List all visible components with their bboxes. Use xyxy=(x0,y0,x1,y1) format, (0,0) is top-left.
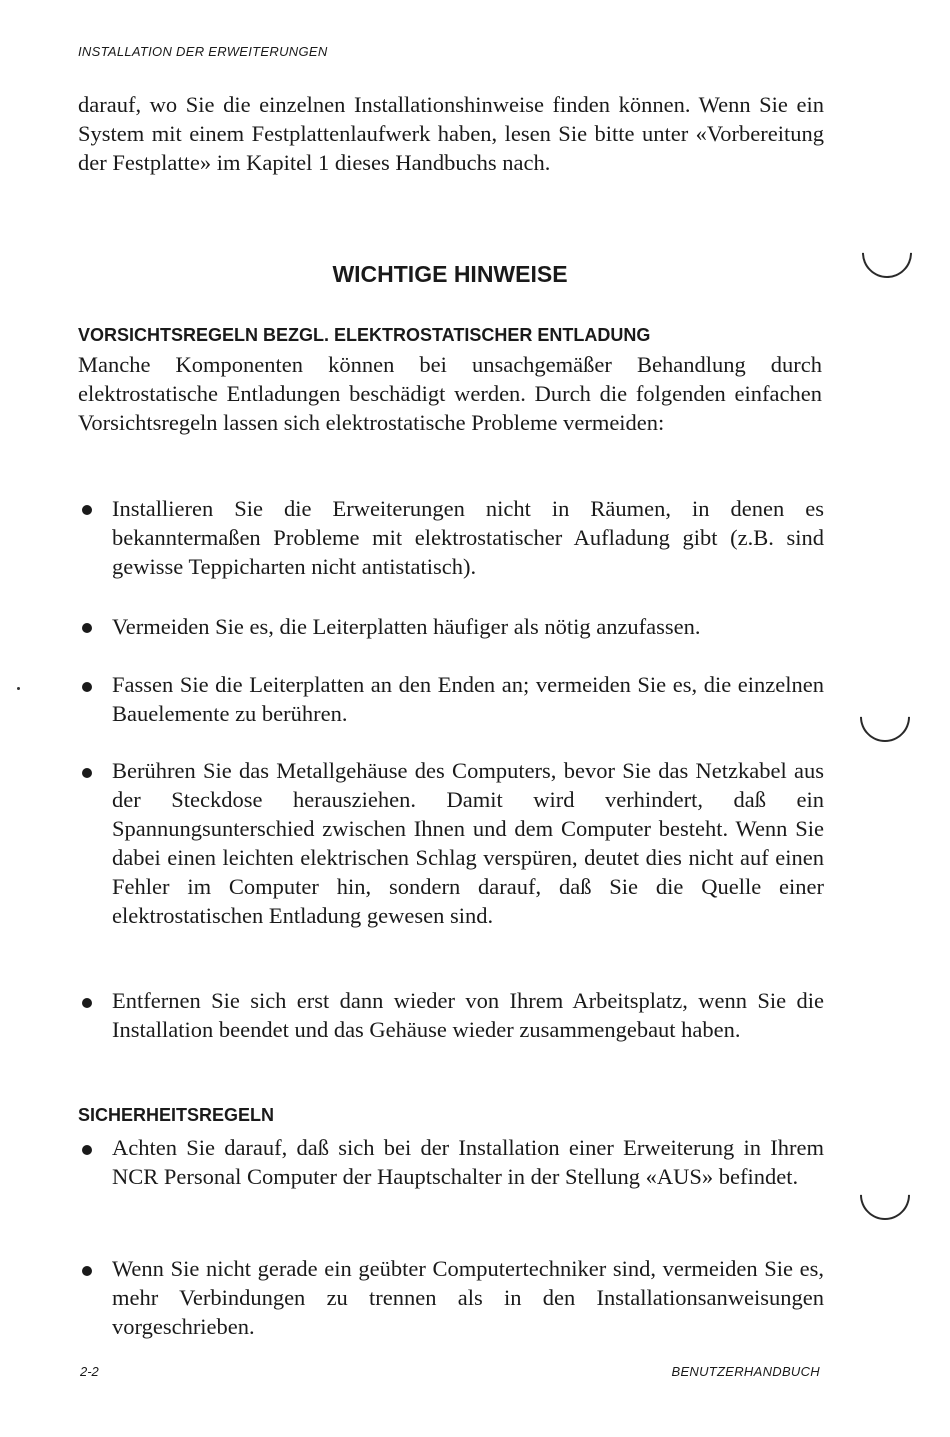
safety-heading: SICHERHEITSREGELN xyxy=(78,1105,275,1125)
bullet-dot xyxy=(82,998,92,1008)
running-header: INSTALLATION DER ERWEITERUNGEN xyxy=(78,44,328,59)
safety-item-2: Wenn Sie nicht gerade ein geübter Computertechniker sind, vermeiden Sie es, mehr Verbindungen zu trennen als in den Installationsanweisungen vorgeschrieben. xyxy=(112,1256,824,1339)
bullet-dot xyxy=(82,623,92,633)
bullet-dot xyxy=(82,1266,92,1276)
main-heading: WICHTIGE HINWEISE xyxy=(332,261,568,287)
esd-item-3: Fassen Sie die Leiterplatten an den Enden an; vermeiden Sie es, die einzelnen Bauelemente zu berühren. xyxy=(112,672,824,726)
esd-item-2: Vermeiden Sie es, die Leiterplatten häufiger als nötig anzufassen. xyxy=(112,614,701,639)
esd-heading: VORSICHTSREGELN BEZGL. ELEKTROSTATISCHER ENTLADUNG xyxy=(78,325,651,345)
bullet-dot xyxy=(82,768,92,778)
esd-paragraph: Manche Komponenten können bei unsachgemäßer Behandlung durch elektrostatische Entladungen beschädigt werden. Durch die folgenden einfachen Vorsichtsregeln lassen sich elektrostatische Probleme vermeiden: xyxy=(78,352,822,435)
esd-item-1: Installieren Sie die Erweiterungen nicht in Räumen, in denen es bekanntermaßen Probleme mit elektrostatischer Aufladung gibt (z.B. sind gewisse Teppicharten nicht antistatisch). xyxy=(112,496,824,579)
esd-item-4: Berühren Sie das Metallgehäuse des Computers, bevor Sie das Netzkabel aus der Steckdose herausziehen. Damit wird verhindert, daß ein Spannungsunterschied zwischen Ihnen und dem Computer besteht. Wenn Sie dabei einen leichten elektrischen Schlag verspüren, deutet dies nicht auf einen Fehler im Computer hin, sondern darauf, daß Sie die Quelle einer elektrostatischen Entladung gewesen sind. xyxy=(112,758,824,928)
intro-paragraph: darauf, wo Sie die einzelnen Installationshinweise finden können. Wenn Sie ein System mit einem Festplattenlaufwerk haben, lesen Sie bitte unter «Vorbereitung der Festplatte» im Kapitel 1 dieses Handbuchs nach. xyxy=(78,92,824,175)
scan-speck xyxy=(17,687,20,690)
bullet-dot xyxy=(82,1145,92,1155)
bullet-dot xyxy=(82,682,92,692)
esd-item-5: Entfernen Sie sich erst dann wieder von Ihrem Arbeitsplatz, wenn Sie die Installation beendet und das Gehäuse wieder zusammengebaut haben. xyxy=(112,988,824,1042)
safety-item-1: Achten Sie darauf, daß sich bei der Installation einer Erweiterung in Ihrem NCR Personal Computer der Hauptschalter in der Stellung «AUS» befindet. xyxy=(112,1135,824,1189)
page-number: 2-2 xyxy=(80,1364,99,1379)
bullet-dot xyxy=(82,505,92,515)
running-footer: BENUTZERHANDBUCH xyxy=(671,1364,820,1379)
punch-hole-bottom xyxy=(850,1160,921,1231)
punch-hole-middle xyxy=(850,682,921,753)
